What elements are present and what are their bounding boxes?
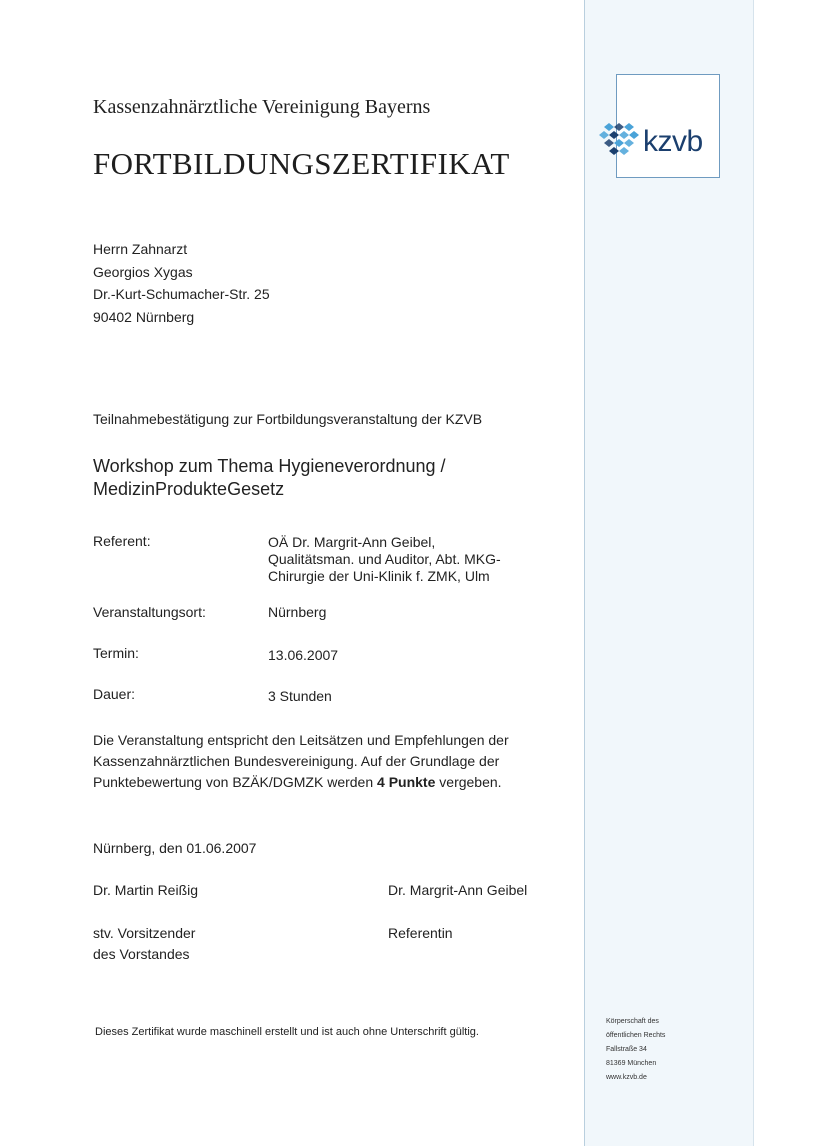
signatory-left-role	[93, 923, 195, 965]
duration-value: 3 Stunden	[268, 688, 332, 704]
paragraph-line: Kassenzahnärztlichen Bundesvereinigung. Auf der Grundlage der	[93, 753, 500, 769]
bavarian-diamonds-icon	[597, 119, 647, 159]
points-value: 4 Punkte	[377, 774, 436, 790]
side-footer-line: Körperschaft des	[606, 1018, 659, 1025]
place-date: Nürnberg, den 01.06.2007	[93, 840, 257, 856]
location-value: Nürnberg	[268, 604, 327, 620]
paragraph-text: vergeben.	[435, 774, 502, 790]
signatory-left-name: Dr. Martin Reißig	[93, 882, 199, 898]
recipient-name: Georgios Xygas	[93, 263, 193, 280]
organization-name: Kassenzahnärztliche Vereinigung Bayerns	[93, 96, 431, 118]
recipient-salutation: Herrn Zahnarzt	[93, 241, 188, 257]
referent-line: Qualitätsman. und Auditor, Abt. MKG-	[268, 551, 501, 567]
role-line: des Vorstandes	[93, 946, 190, 962]
page-title: FORTBILDUNGSZERTIFIKAT	[93, 146, 510, 181]
referent-line: Chirurgie der Uni-Klinik f. ZMK, Ulm	[268, 568, 490, 584]
referent-value	[268, 534, 501, 585]
recipient-address	[93, 238, 270, 328]
paragraph-line	[93, 772, 509, 793]
logo-text: kzvb	[643, 125, 703, 158]
kzvb-logo	[616, 74, 720, 178]
signatory-right-role: Referentin	[388, 925, 453, 941]
referent-label: Referent:	[93, 533, 151, 549]
points-paragraph	[93, 730, 509, 793]
paragraph-line: Die Veranstaltung entspricht den Leitsätzen und Empfehlungen der	[93, 732, 509, 748]
paragraph-text: Punktebewertung von BZÄK/DGMZK werden	[93, 774, 378, 790]
side-footer-line: www.kzvb.de	[606, 1074, 647, 1081]
referent-line: OÄ Dr. Margrit-Ann Geibel,	[268, 534, 436, 550]
date-value: 13.06.2007	[268, 647, 339, 663]
duration-label: Dauer:	[93, 686, 136, 702]
side-footer-line: Fallstraße 34	[606, 1046, 647, 1053]
confirmation-text: Teilnahmebestätigung zur Fortbildungsveranstaltung der KZVB	[93, 411, 483, 427]
recipient-city: 90402 Nürnberg	[93, 308, 195, 325]
signatory-right-name: Dr. Margrit-Ann Geibel	[388, 882, 528, 898]
event-title	[93, 455, 446, 501]
location-label: Veranstaltungsort:	[93, 604, 206, 620]
side-footer-line: öffentlichen Rechts	[606, 1032, 666, 1039]
event-title-line: Workshop zum Thema Hygieneverordnung /	[93, 456, 446, 476]
side-footer-line: 81369 München	[606, 1060, 657, 1067]
recipient-street: Dr.-Kurt-Schumacher-Str. 25	[93, 286, 270, 302]
date-label: Termin:	[93, 645, 139, 661]
event-title-line: MedizinProdukteGesetz	[93, 479, 285, 499]
role-line: stv. Vorsitzender	[93, 925, 196, 941]
validity-footnote: Dieses Zertifikat wurde maschinell erstellt und ist auch ohne Unterschrift gültig.	[95, 1026, 479, 1038]
side-footer	[606, 1015, 665, 1085]
